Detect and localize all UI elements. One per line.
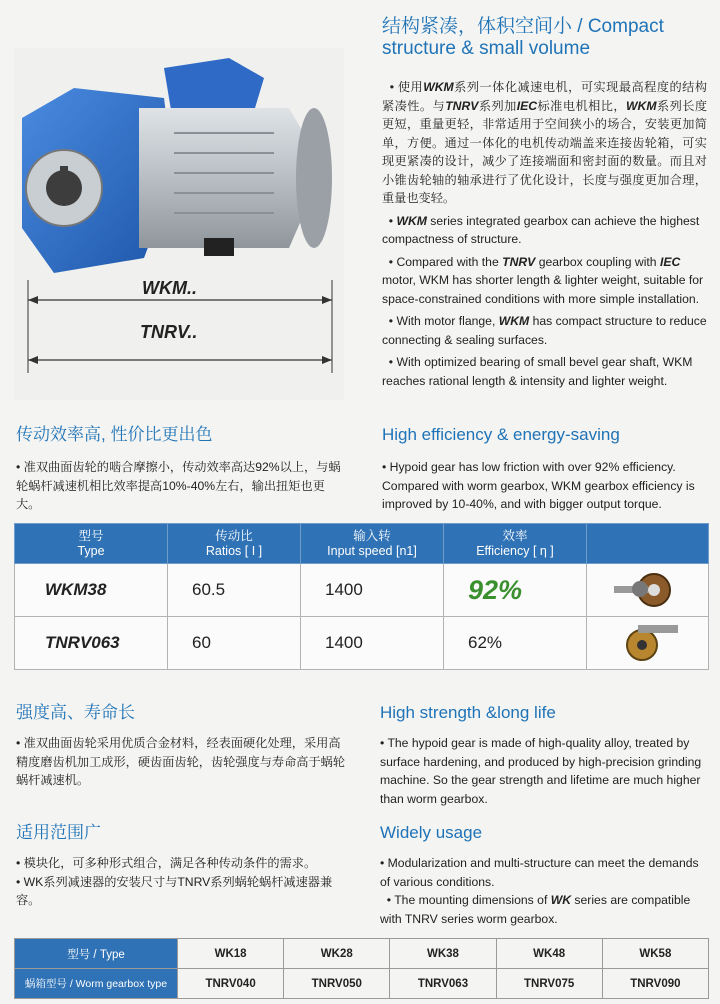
hypoid-gear-icon [608, 566, 688, 610]
emphasis-text: WK [550, 893, 572, 907]
worm-gear-image [587, 617, 709, 670]
perf-cell-type: WKM38 [15, 564, 168, 617]
worm-gear-icon [608, 619, 688, 663]
table-row [15, 617, 709, 670]
text-segment: With optimized bearing of small bevel gear shaft, WKM reaches rational length & intensity and lighter weight. [382, 355, 693, 388]
compact-en-bullet-4: • With optimized bearing of small bevel gear shaft, WKM reaches rational length & intensity and lighter weight. [382, 355, 693, 388]
compact-en-bullet-2: • Compared with the TNRV gearbox coupling with IEC motor, WKM has shorter length & lighter weight, suitable for space-constrained conditions with more simple installation. [382, 254, 704, 306]
usage-en-bullet-2: • The mounting dimensions of WK series are compatible with TNRV series worm gearbox. [380, 893, 691, 926]
efficiency-en [382, 424, 707, 514]
worm-cell: TNRV050 [284, 969, 390, 999]
emphasis-text: TNRV [445, 98, 479, 113]
gear-motor-illustration [14, 48, 344, 400]
text-segment: The mounting dimensions of [394, 893, 551, 907]
compact-cn-text: • 使用WKM系列一体化减速电机，可实现最高程度的结构紧凑性。与TNRV系列加IEC标准电机相比，WKM系列长度更短，重量更轻，非常适用于空间狭小的场合，安装更加简单，方便。通过一体化的电机传动端盖来连接齿轮箱，可实现更紧凑的设计，减少了连接端面和密封面的数量。而且对小锥齿轮轴的轴承进行了优化设计，长度与强度更加合理，重量也变轻。 [382, 80, 708, 205]
usage-cn-bullet-2: • WK系列减速器的安装尺寸与TNRV系列蜗轮蜗杆减速器兼容。 [16, 873, 346, 910]
wkm-length-label: WKM.. [142, 278, 197, 298]
tnrv-length-label: TNRV.. [140, 322, 198, 342]
table-row [15, 969, 709, 999]
usage-cn-title: 适用范围广 [16, 823, 101, 842]
perf-cell-efficiency: 92% [444, 564, 587, 617]
strength-en-title: High strength &long life [380, 703, 556, 722]
perf-header-speed: 输入转 Input speed [n1] [301, 524, 444, 564]
worm-cell: TNRV090 [602, 969, 708, 999]
usage-en-title: Widely usage [380, 823, 483, 842]
strength-en-text: • The hypoid gear is made of high-quality alloy, treated by surface hardening, and produced by high-precision grinding machine. So the gear strength and lifetime are much higher than worm gearbox. [380, 734, 707, 808]
worm-row-label: 蜗箱型号 / Worm gearbox type [15, 969, 178, 999]
strength-cn-text: • 准双曲面齿轮采用优质合金材料，经表面硬化处理，采用高精度磨齿机加工成形，硬齿面齿轮，齿轮强度与寿命高于蜗轮蜗杆减速机。 [16, 734, 346, 790]
efficiency-cn-title: 传动效率高, 性价比更出色 [16, 425, 213, 444]
worm-cell: TNRV040 [178, 969, 284, 999]
worm-cell: TNRV075 [496, 969, 602, 999]
emphasis-text: WKM [396, 213, 427, 228]
type-row-label: 型号 / Type [15, 939, 178, 969]
type-cell: WK28 [284, 939, 390, 969]
performance-table [14, 523, 709, 670]
usage-cn-bullet-1: • 模块化，可多种形式组合，满足各种传动条件的需求。 [16, 854, 346, 873]
strength-en [380, 702, 707, 808]
compact-en-bullet-3: • With motor flange, WKM has compact structure to reduce connecting & sealing surfaces. [382, 314, 707, 347]
efficiency-cn [16, 424, 346, 514]
text-segment: 系列加 [478, 98, 517, 113]
type-cell: WK48 [496, 939, 602, 969]
emphasis-text: TNRV [502, 254, 536, 269]
perf-header-row [15, 524, 709, 564]
efficiency-cn-text: • 准双曲面齿轮的啮合摩擦小，传动效率高达92%以上，与蜗轮蜗杆减速机相比效率提高10%-40%左右，输出扭矩也更大。 [16, 458, 346, 514]
perf-cell-speed: 1400 [301, 564, 444, 617]
text-segment: gearbox coupling with [535, 254, 660, 269]
text-segment: 系列长度更短，重量更轻，非常适用于空间狭小的场合，安装更加简单，方便。通过一体化的电机传动端盖来连接齿轮箱，可实现更紧凑的设计，减少了连接端面和密封面的数量。而且对小锥齿轮轴的轴承进行了优化设计，长度与强度更加合理，重量也变轻。 [382, 98, 708, 205]
usage-en [380, 822, 707, 928]
text-segment: 系列一体化减速电机，可实现最高程度的结构紧凑性。与 [382, 80, 708, 113]
efficiency-en-text: • Hypoid gear has low friction with over 92% efficiency. Compared with worm gearbox, WKM gearbox efficiency is improved by 10-40%, and with bigger output torque. [382, 458, 707, 514]
compact-en-bullet-1: • WKM series integrated gearbox can achieve the highest compactness of structure. [382, 213, 700, 246]
compact-section [382, 16, 707, 390]
worm-cell: TNRV063 [390, 969, 496, 999]
perf-cell-ratio: 60.5 [168, 564, 301, 617]
perf-header-type: 型号 Type [15, 524, 168, 564]
hypoid-gear-image [587, 564, 709, 617]
type-cell: WK58 [602, 939, 708, 969]
compact-cn-rich [382, 80, 707, 205]
usage-en-bullet-1: • Modularization and multi-structure can meet the demands of various conditions. [380, 854, 707, 891]
perf-cell-ratio: 60 [168, 617, 301, 670]
text-segment: motor, WKM has shorter length & lighter weight, suitable for space-constrained conditions with more simple installation. [382, 273, 704, 306]
text-segment: 使用 [397, 80, 424, 94]
perf-cell-type: TNRV063 [15, 617, 168, 670]
usage-cn [16, 822, 346, 910]
perf-cell-speed: 1400 [301, 617, 444, 670]
compact-title: 结构紧凑，体积空间小 / Compact structure & small volume [382, 16, 664, 59]
text-segment: series are compatible with TNRV series worm gearbox. [380, 893, 691, 926]
emphasis-text: IEC [659, 254, 681, 269]
perf-header-efficiency: 效率 Efficiency [ η ] [444, 524, 587, 564]
model-mapping-table [14, 938, 709, 999]
text-segment: series integrated gearbox can achieve the highest compactness of structure. [382, 213, 700, 246]
emphasis-text: WKM [498, 314, 530, 328]
emphasis-text: WKM [423, 80, 454, 94]
text-segment: Compared with the [396, 254, 503, 269]
text-segment: With motor flange, [396, 314, 499, 328]
emphasis-text: WKM [626, 98, 657, 113]
table-row [15, 939, 709, 969]
strength-cn [16, 702, 346, 790]
emphasis-text: IEC [516, 98, 538, 113]
perf-cell-efficiency: 62% [444, 617, 587, 670]
text-segment: has compact structure to reduce connecting & sealing surfaces. [382, 314, 707, 347]
type-cell: WK38 [390, 939, 496, 969]
product-image [14, 48, 344, 400]
text-segment: 标准电机相比， [537, 98, 627, 113]
table-row [15, 564, 709, 617]
perf-header-image [587, 524, 709, 564]
type-cell: WK18 [178, 939, 284, 969]
strength-cn-title: 强度高、寿命长 [16, 703, 135, 722]
efficiency-en-title: High efficiency & energy-saving [382, 425, 620, 444]
perf-header-ratio: 传动比 Ratios [ I ] [168, 524, 301, 564]
